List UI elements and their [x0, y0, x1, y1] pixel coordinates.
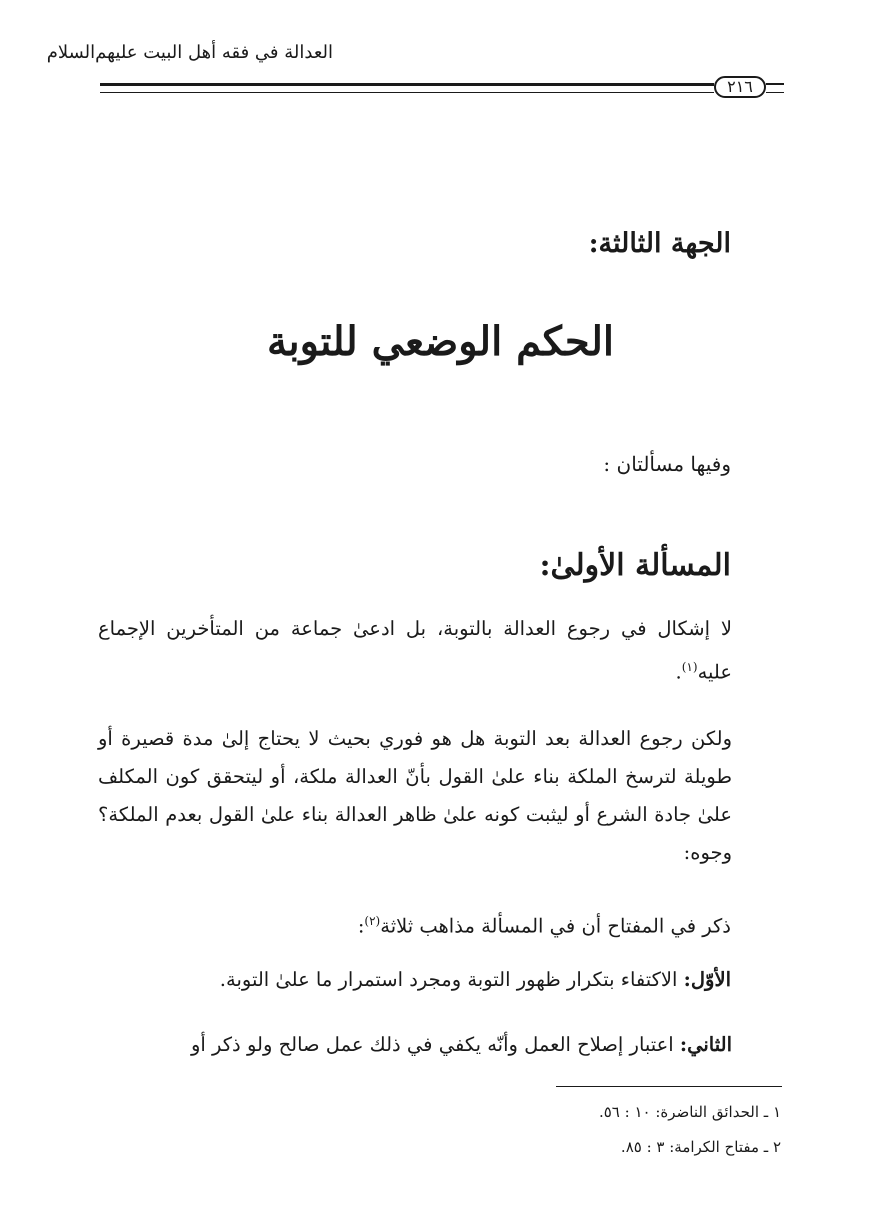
page-number: ٢١٦ [714, 76, 766, 98]
lead-term: الثاني: [679, 1033, 732, 1056]
line-text: ذكر في المفتاح أن في المسألة مذاهب ثلاثة [380, 914, 731, 938]
issue-heading: المسألة الأولىٰ: [539, 548, 731, 583]
footnote-ref: (٢) [364, 914, 381, 928]
footnote: ١ ـ الحدائق الناضرة: ١٠ : ٥٦. [598, 1103, 781, 1121]
paragraph [98, 610, 732, 692]
text-line [98, 1026, 732, 1064]
paragraph: ولكن رجوع العدالة بعد التوبة هل هو فوري بحيث لا يحتاج إلىٰ مدة قصيرة أو طويلة لترسخ الملكة بناء علىٰ القول بأنّ العدالة ملكة، أو ليتحقق كون المكلف علىٰ جادة الشرع أو ليثبت كونه علىٰ ظاهر العدالة بناء علىٰ القول بعدم الملكة؟ وجوه: [98, 727, 732, 864]
footnote-ref: (١) [681, 660, 698, 674]
intro-line: وفيها مسألتان : [603, 452, 731, 476]
line-end: : [357, 914, 365, 938]
lead-term: الأوّل: [683, 968, 731, 991]
line-text: اعتبار إصلاح العمل وأنّه يكفي في ذلك عمل صالح ولو ذكر أو [190, 1033, 680, 1056]
text-line [358, 914, 731, 938]
header-rule [100, 83, 714, 86]
header-rule-right-thin [766, 92, 784, 93]
section-label: الجهة الثالثة: [588, 228, 731, 259]
paragraph-text: لا إشكال في رجوع العدالة بالتوبة، بل ادعىٰ جماعة من المتأخرين الإجماع عليه [98, 617, 732, 684]
running-title: العدالة في فقه أهل البيت عليهم‌السلام [46, 42, 333, 63]
main-title: الحكم الوضعي للتوبة [267, 318, 614, 365]
text-line [220, 968, 731, 991]
paragraph-end: . [675, 660, 682, 684]
header-rule-thin [100, 92, 714, 93]
header-rule-right [766, 83, 784, 85]
footnote: ٢ ـ مفتاح الكرامة: ٣ : ٨٥. [620, 1138, 781, 1156]
footnote-separator [556, 1086, 782, 1087]
line-text: الاكتفاء بتكرار ظهور التوبة ومجرد استمرار ما علىٰ التوبة. [219, 968, 684, 991]
